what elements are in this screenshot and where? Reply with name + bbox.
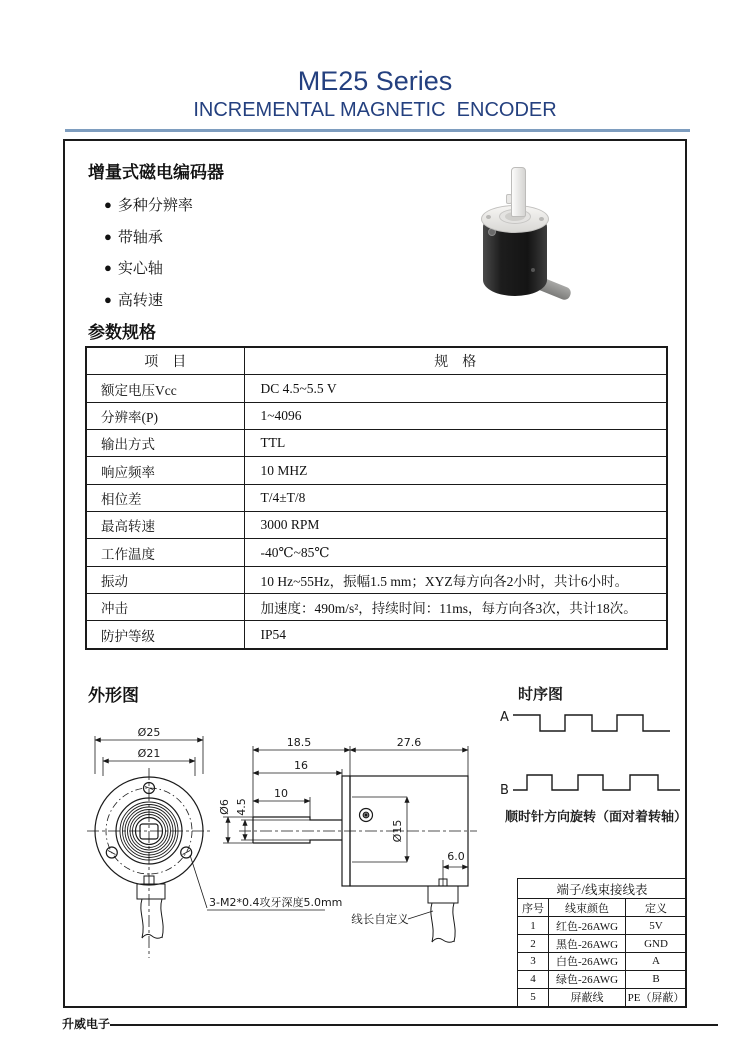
wiring-row	[518, 953, 687, 971]
spec-row	[86, 594, 667, 621]
wire-color: 绿色-26AWG	[549, 970, 626, 988]
spec-col-value: 规 格	[244, 347, 667, 375]
wire-color: 白色-26AWG	[549, 953, 626, 971]
side-dims	[223, 746, 468, 919]
wire-no: 1	[518, 917, 549, 935]
photo-shaft-key	[506, 194, 512, 204]
wire-def: GND	[626, 935, 687, 953]
spec-row	[86, 621, 667, 649]
spec-value: 10 MHZ	[244, 457, 667, 484]
spec-row	[86, 484, 667, 511]
feature-label: 带轴承	[117, 228, 163, 246]
header-rule	[65, 129, 690, 132]
front-view	[87, 768, 213, 958]
feature-list	[104, 189, 193, 315]
bullet-icon: ●	[104, 197, 112, 213]
wiring-col-def: 定义	[626, 899, 687, 917]
wiring-row	[518, 935, 687, 953]
spec-item: 分辨率(P)	[86, 402, 244, 429]
rotation-note: 顺时针方向旋转（面对着转轴）	[504, 810, 687, 825]
wiring-table	[517, 878, 687, 1007]
feature-item	[104, 284, 193, 316]
spec-item: 防护等级	[86, 621, 244, 649]
spec-item: 额定电压Vcc	[86, 375, 244, 402]
feature-item	[104, 252, 193, 284]
outline-heading: 外形图	[88, 686, 139, 705]
spec-item: 响应频率	[86, 457, 244, 484]
spec-value: 10 Hz~55Hz，振幅1.5 mm；XYZ每方向各2小时，共计6小时。	[244, 566, 667, 593]
spec-row	[86, 402, 667, 429]
side-cable	[428, 879, 458, 942]
wire-color: 屏蔽线	[549, 988, 626, 1006]
wire-def: B	[626, 970, 687, 988]
wire-no: 2	[518, 935, 549, 953]
spec-row	[86, 539, 667, 566]
wire-no: 4	[518, 970, 549, 988]
page-subtitle: INCREMENTAL MAGNETIC ENCODER	[193, 99, 557, 121]
dim-label-dia25: Ø25	[137, 726, 161, 739]
feature-item	[104, 221, 193, 253]
dim-label-6-0: 6.0	[447, 850, 465, 863]
spec-value: TTL	[244, 430, 667, 457]
photo-cable-screw	[531, 268, 535, 272]
waveform-a	[513, 715, 670, 731]
bullet-icon: ●	[104, 228, 112, 244]
dim-label-18-5: 18.5	[286, 736, 312, 749]
wiring-row	[518, 988, 687, 1006]
wire-def: A	[626, 953, 687, 971]
cable-note: 线长自定义	[351, 912, 409, 926]
spec-row	[86, 457, 667, 484]
spec-value: IP54	[244, 621, 667, 649]
specs-heading: 参数规格	[88, 323, 156, 342]
spec-row	[86, 430, 667, 457]
feature-item	[104, 189, 193, 221]
spec-header-row	[86, 347, 667, 375]
bullet-icon: ●	[104, 260, 112, 276]
dim-label-dia6: Ø6	[218, 799, 231, 815]
dim-label-4-5: 4.5	[235, 798, 248, 816]
wiring-row	[518, 970, 687, 988]
wiring-title: 端子/线束接线表	[518, 879, 687, 899]
wiring-col-no: 序号	[518, 899, 549, 917]
wiring-title-row	[518, 879, 687, 899]
spec-row	[86, 566, 667, 593]
wire-def: 5V	[626, 917, 687, 935]
footer-company: 升威电子	[62, 1017, 111, 1031]
feature-label: 实心轴	[117, 260, 163, 278]
spec-value: DC 4.5~5.5 V	[244, 375, 667, 402]
dim-label-dia15: Ø15	[391, 819, 404, 843]
dim-label-dia21: Ø21	[137, 747, 161, 760]
wire-def: PE（屏蔽）	[626, 988, 687, 1006]
spec-value: 加速度：490m/s²，持续时间：11ms，每方向各3次，共计18次。	[244, 594, 667, 621]
photo-flange-screw	[486, 215, 491, 219]
spec-item: 冲击	[86, 594, 244, 621]
product-photo	[455, 158, 605, 308]
timing-channel-b-label: B	[500, 783, 509, 798]
wiring-row	[518, 917, 687, 935]
spec-row	[86, 375, 667, 402]
spec-item: 输出方式	[86, 430, 244, 457]
timing-channel-a-label: A	[500, 710, 509, 725]
photo-flange-screw	[539, 217, 544, 221]
spec-row	[86, 512, 667, 539]
feature-label: 高转速	[117, 291, 163, 309]
spec-table	[85, 346, 668, 650]
spec-item: 工作温度	[86, 539, 244, 566]
photo-shaft	[511, 167, 526, 217]
dim-label-16: 16	[294, 759, 308, 772]
timing-heading: 时序图	[518, 685, 564, 703]
spec-value: 1~4096	[244, 402, 667, 429]
timing-diagram	[500, 685, 687, 825]
wire-no: 3	[518, 953, 549, 971]
wire-no: 5	[518, 988, 549, 1006]
wiring-col-color: 线束颜色	[549, 899, 626, 917]
spec-value: -40℃~85℃	[244, 539, 667, 566]
waveform-b	[513, 775, 680, 790]
spec-item: 相位差	[86, 484, 244, 511]
footer-rule	[110, 1024, 718, 1026]
page-title: ME25 Series	[297, 66, 453, 96]
dim-label-10: 10	[274, 787, 288, 800]
dim-label-27-6: 27.6	[396, 736, 422, 749]
intro-heading: 增量式磁电编码器	[88, 163, 224, 182]
spec-value: 3000 RPM	[244, 512, 667, 539]
tap-note: 3-M2*0.4攻牙深度5.0mm	[209, 896, 343, 909]
spec-col-item: 项 目	[86, 347, 244, 375]
wiring-header-row	[518, 899, 687, 917]
wire-color: 红色-26AWG	[549, 917, 626, 935]
bullet-icon: ●	[104, 291, 112, 307]
wire-color: 黑色-26AWG	[549, 935, 626, 953]
spec-value: T/4±T/8	[244, 484, 667, 511]
feature-label: 多种分辨率	[117, 197, 193, 215]
spec-item: 振动	[86, 566, 244, 593]
spec-item: 最高转速	[86, 512, 244, 539]
